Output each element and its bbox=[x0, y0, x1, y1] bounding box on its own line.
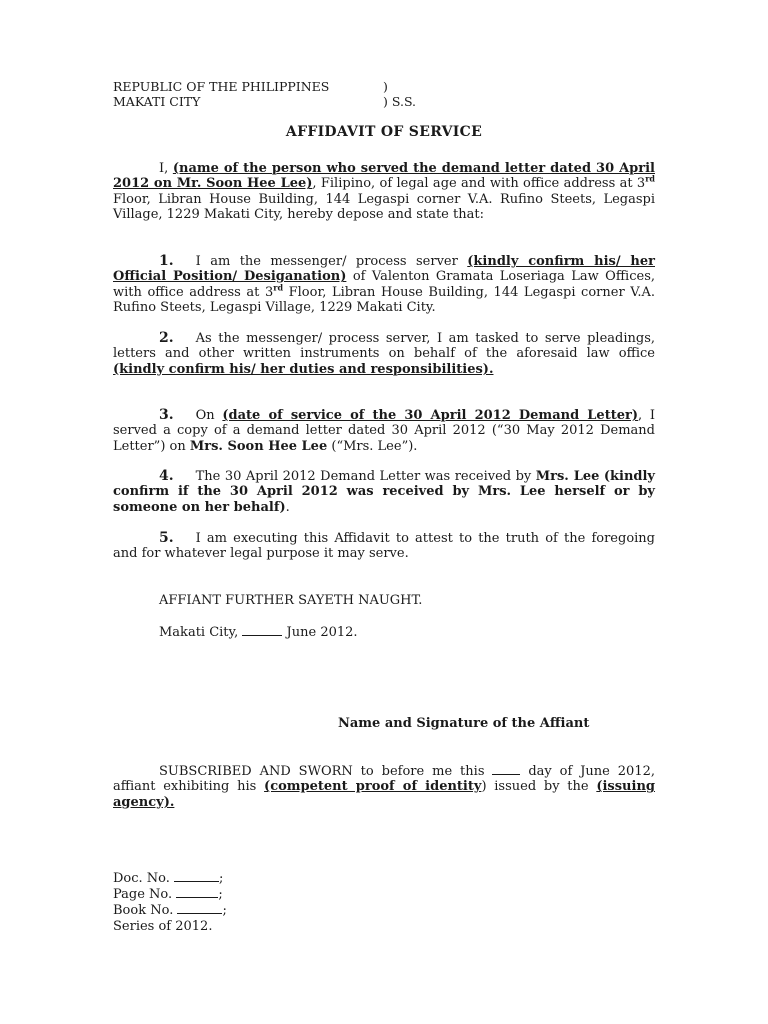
paragraph-number: 1. bbox=[159, 253, 174, 269]
intro-paragraph: I, (name of the person who served the demand letter dated 30 April 2012 on Mr. Soon Hee Lee), Filipino, of legal age and with office address at 3rd Floor, Libran House Building, 144 Legaspi corner V.A. Rufino Steets, Legaspi Village, 1229 Makati City, hereby depose and state that: bbox=[113, 161, 655, 223]
venue-country: REPUBLIC OF THE PHILIPPINES bbox=[113, 79, 330, 94]
paragraph-1: 1. I am the messenger/ process server (kindly confirm his/ her Official Position/ Desiganation) of Valenton Gramata Loseriaga Law Offices, with office address at 3rd Floor, Libran House Building, 144 Legaspi corner V.A. Rufino Steets, Legaspi Village, 1229 Makati City. bbox=[113, 253, 655, 316]
place-date-line: Makati City, June 2012. bbox=[159, 625, 358, 640]
affiant-name-placeholder: (name of the person who served the demand letter dated 30 April 2012 on Mr. Soon Hee Lee) bbox=[113, 161, 655, 192]
jurat-paragraph: SUBSCRIBED AND SWORN to before me this day of June 2012, affiant exhibiting his (competent proof of identity) issued by the (issuing agency). bbox=[113, 764, 655, 810]
proof-of-identity-placeholder: (competent proof of identity bbox=[264, 779, 482, 795]
affiant-naught: AFFIANT FURTHER SAYETH NAUGHT. bbox=[159, 593, 423, 608]
signature-label: Name and Signature of the Affiant bbox=[338, 716, 590, 731]
recipient-name: Mrs. Soon Hee Lee bbox=[189, 438, 328, 454]
paragraph-5: 5. I am executing this Affidavit to attest to the truth of the foregoing and for whatever legal purpose it may serve. bbox=[113, 530, 655, 562]
series-line: Series of 2012. bbox=[113, 918, 213, 934]
notarial-register bbox=[113, 870, 227, 934]
page-no-line: Page No. ; bbox=[113, 887, 223, 903]
venue-bracket: ) bbox=[383, 79, 388, 94]
service-date-placeholder: (date of service of the 30 April 2012 Demand Letter) bbox=[222, 408, 638, 423]
receipt-placeholder: (kindly confirm if the 30 April 2012 was received by Mrs. Lee herself or by someone on her behalf) bbox=[113, 469, 655, 515]
book-no-line: Book No. ; bbox=[113, 903, 227, 919]
position-placeholder: (kindly confirm his/ her Official Position/ Desiganation) bbox=[113, 254, 655, 285]
venue-ss: ) S.S. bbox=[383, 94, 417, 109]
paragraph-number: 4. bbox=[159, 468, 174, 484]
jurat-day-blank bbox=[492, 763, 520, 775]
day-blank bbox=[242, 624, 282, 636]
doc-no-line: Doc. No. ; bbox=[113, 871, 224, 886]
duties-placeholder: (kindly confirm his/ her duties and responsibilities). bbox=[113, 361, 494, 377]
recipient-short-name: Mrs. Lee bbox=[535, 469, 600, 484]
paragraph-number: 2. bbox=[159, 330, 174, 346]
paragraph-2: 2. As the messenger/ process server, I am tasked to serve pleadings, letters and other written instruments on behalf of the aforesaid law office (kindly confirm his/ her duties and responsibilities). bbox=[113, 330, 655, 377]
paragraph-number: 3. bbox=[159, 407, 174, 423]
paragraph-number: 5. bbox=[159, 530, 174, 546]
venue-caption bbox=[113, 79, 513, 109]
paragraph-4: 4. The 30 April 2012 Demand Letter was received by Mrs. Lee (kindly confirm if the 30 April 2012 was received by Mrs. Lee herself or by someone on her behalf). bbox=[113, 468, 655, 515]
issuing-agency-placeholder: (issuing agency). bbox=[113, 779, 655, 810]
venue-city: MAKATI CITY bbox=[113, 94, 201, 109]
document-title: AFFIDAVIT OF SERVICE bbox=[285, 124, 483, 140]
paragraph-3: 3. On (date of service of the 30 April 2012 Demand Letter), I served a copy of a demand letter dated 30 April 2012 (“30 May 2012 Demand Letter”) on Mrs. Soon Hee Lee (“Mrs. Lee”). bbox=[113, 407, 655, 454]
